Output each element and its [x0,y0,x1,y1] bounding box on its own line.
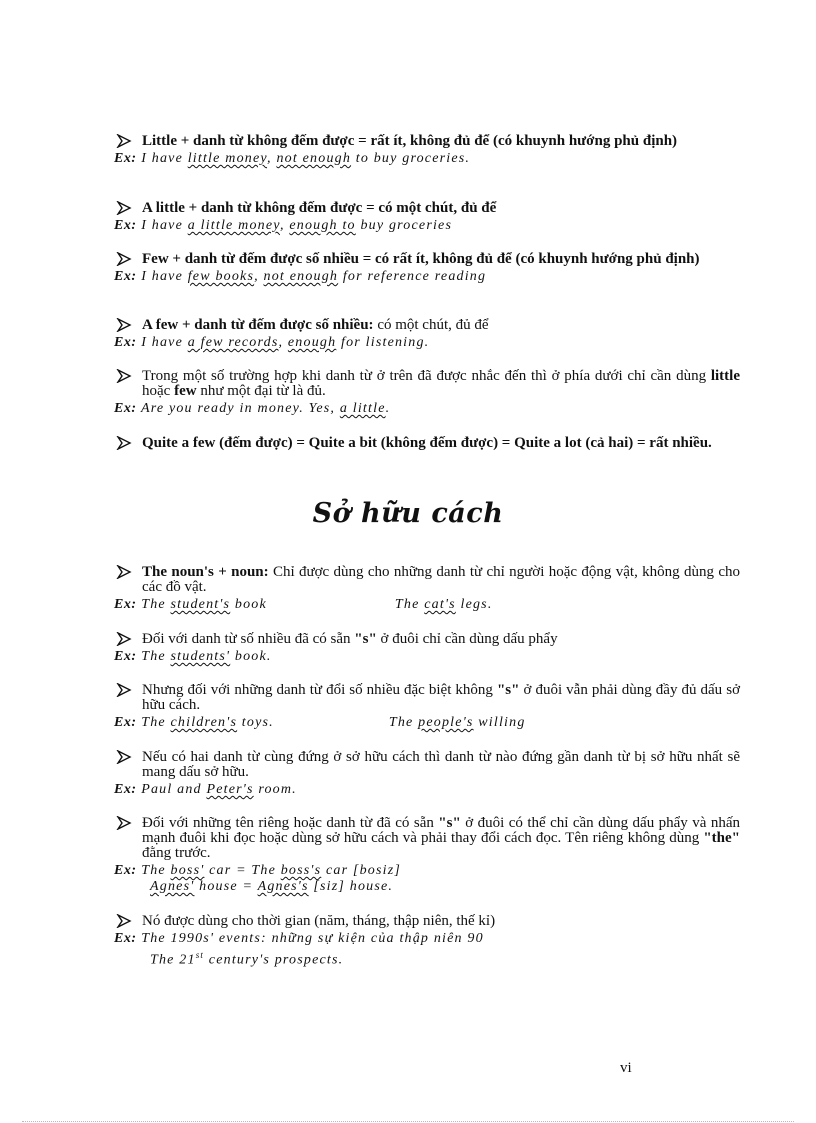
example-text: The [141,863,171,878]
example-highlight: Agnes's [257,879,309,894]
example-label: Ex: [114,782,137,797]
example-text: car = The [204,863,281,878]
example-text: legs. [455,597,493,612]
rule-meaning: có một chút, đủ để [373,317,489,333]
example-text: [siz] house. [308,879,394,894]
arrow-bullet-icon [116,632,132,646]
rule-text: như một đại từ là đủ. [196,383,326,399]
example-text: I have [141,218,188,233]
example-highlight: cat's [424,597,456,612]
example-text: room. [253,782,297,797]
arrow-bullet-icon [116,914,132,928]
example-text: house = [194,879,258,894]
bullet-plural-possessive [114,632,740,665]
rule-term: A few + danh từ đếm được số nhiều: [142,317,374,333]
example-text: , [254,269,264,284]
example-label: Ex: [114,597,137,612]
rule-text: ở đuôi chỉ cần dùng dấu phẩy [376,631,558,647]
bullet-a-little [114,201,740,234]
bullet-few [114,252,740,285]
example-text: The [388,715,419,730]
example-highlight: a little money [187,218,280,233]
example-text: . [385,401,391,416]
rule-keyword: "s" [354,631,377,647]
example-line-continued [114,879,740,895]
example-text: book [230,597,267,612]
example-label: Ex: [114,931,137,946]
example-highlight: Agnes' [150,879,195,894]
page-number: vi [620,1060,632,1076]
example-text: The 21 [150,952,196,968]
example-text: toys. [237,715,274,730]
example-highlight: little money [187,151,268,166]
example-label: Ex: [114,715,137,730]
bullet-irregular-plural [114,683,740,731]
rule-term: Quite a few (đếm được) = Quite a bit (không đếm được) = Quite a lot (cả hai) = rất nhiều. [142,435,712,451]
example-label: Ex: [114,863,137,878]
example-line [114,401,740,417]
example-label: Ex: [114,401,137,416]
example-text: I have [141,151,188,166]
example-line [114,218,740,234]
section-heading: Sở hữu cách [312,498,504,529]
example-line [114,782,740,798]
example-highlight: boss' [170,863,205,878]
rule-text: Nếu có hai danh từ cùng đứng ở sở hữu cách thì danh từ nào đứng gần danh từ bị sở hữu nhất sẽ mang dấu sở hữu. [142,749,740,780]
example-highlight: a little [339,401,386,416]
arrow-bullet-icon [116,816,132,830]
example-line [114,931,740,947]
example-highlight: Peter's [206,782,254,797]
example-line [114,863,740,879]
example-text: for listening. [336,335,430,350]
example-text: The [141,649,171,664]
example-highlight: boss's [280,863,322,878]
rule-keyword: little [710,368,740,384]
rule-term: Little + danh từ không đếm được [142,133,355,149]
example-highlight: students' [170,649,231,664]
example-highlight: not enough [263,269,339,284]
example-highlight: a few records [187,335,279,350]
arrow-bullet-icon [116,134,132,148]
rule-term: Few + danh từ đếm được số nhiều = có rất ít, không đủ để (có khuynh hướng phủ định) [142,251,700,267]
bullet-quite-a-few [114,436,740,451]
bullet-little [114,134,740,167]
rule-term: The noun's + noun: [142,564,269,580]
footer-divider [22,1121,794,1122]
rule-text: Nó được dùng cho thời gian (năm, tháng, thập niên, thế kỉ) [142,913,496,929]
rule-text: Nhưng đối với những danh từ đổi số nhiều đặc biệt không [142,682,497,698]
example-text: I have [141,335,188,350]
example-text: The 1990s' events: những sự kiện của thập niên 90 [141,931,484,946]
bullet-a-few [114,318,740,351]
example-highlight: few books [187,269,255,284]
arrow-bullet-icon [116,201,132,215]
rule-keyword: few [174,383,197,399]
example-line [114,715,740,731]
example-text: The [141,597,171,612]
example-highlight: not enough [276,151,352,166]
example-text: , [278,335,288,350]
example-highlight: enough [287,335,337,350]
example-highlight: children's [170,715,238,730]
example-text: Are you ready in money. Yes, [140,401,340,416]
rule-keyword: "s" [496,682,520,698]
example-text: century's prospects. [204,952,344,968]
arrow-bullet-icon [116,318,132,332]
example-line [114,269,740,285]
rule-text: đằng trước. [142,845,211,861]
arrow-bullet-icon [116,750,132,764]
example-text: The [141,715,171,730]
bullet-two-nouns [114,750,740,798]
bullet-time-possessive [114,914,740,969]
rule-meaning: Chỉ được dùng cho những danh từ chỉ người hoặc động vật, không dùng cho các đồ vật. [142,564,740,595]
example-label: Ex: [114,151,137,166]
example-text: book. [230,649,272,664]
example-highlight: enough to [289,218,356,233]
example-text: willing [473,715,526,730]
arrow-bullet-icon [116,683,132,697]
example-line [114,649,740,665]
example-text: , [279,218,290,233]
example-text: car [bosiz] [321,863,402,878]
example-line [114,151,740,167]
example-text: buy groceries [355,218,453,233]
example-text: for reference reading [338,269,487,284]
example-highlight: people's [418,715,474,730]
rule-text: hoặc [142,383,175,399]
example-text: to buy groceries. [351,151,471,166]
example-line [114,597,740,613]
rule-text: Trong một số trường hợp khi danh từ ở trên đã được nhắc đến thì ở phía dưới chỉ cần dùng [142,368,711,384]
rule-text: Đối với những tên riêng hoặc danh từ đã có sẵn [142,815,439,831]
rule-meaning: = rất ít, không đủ để (có khuynh hướng phủ định) [354,133,678,149]
rule-meaning: = có một chút, đủ để [362,200,497,216]
rule-text: ở đuôi vẫn phải dùng đầy đủ dấu sở hữu cách. [142,682,740,713]
example-label: Ex: [114,649,137,664]
example-label: Ex: [114,335,137,350]
rule-text: ở đuôi có thể chỉ cần dùng dấu phẩy và nhấn mạnh đuôi khi đọc hoặc dùng sở hữu cách và phải thay đổi cách đọc. Tên riêng không dùng [142,815,740,846]
rule-text: Đối với danh từ số nhiều đã có sẵn [142,631,355,647]
arrow-bullet-icon [116,436,132,450]
example-label: Ex: [114,269,137,284]
bullet-proper-names [114,816,740,895]
example-text: Paul and [141,782,207,797]
example-text: The [394,597,425,612]
example-label: Ex: [114,218,137,233]
bullet-pronoun-usage [114,369,740,417]
example-line-continued [114,947,740,969]
example-text: I have [141,269,188,284]
arrow-bullet-icon [116,369,132,383]
example-line [114,335,740,351]
arrow-bullet-icon [116,565,132,579]
rule-term: A little + danh từ không đếm được [142,200,363,216]
ordinal-suffix: st [195,950,205,960]
arrow-bullet-icon [116,252,132,266]
bullet-noun-possessive [114,565,740,613]
example-highlight: student's [170,597,231,612]
rule-keyword: "the" [703,830,740,846]
example-text: , [267,151,277,166]
rule-keyword: "s" [438,815,461,831]
